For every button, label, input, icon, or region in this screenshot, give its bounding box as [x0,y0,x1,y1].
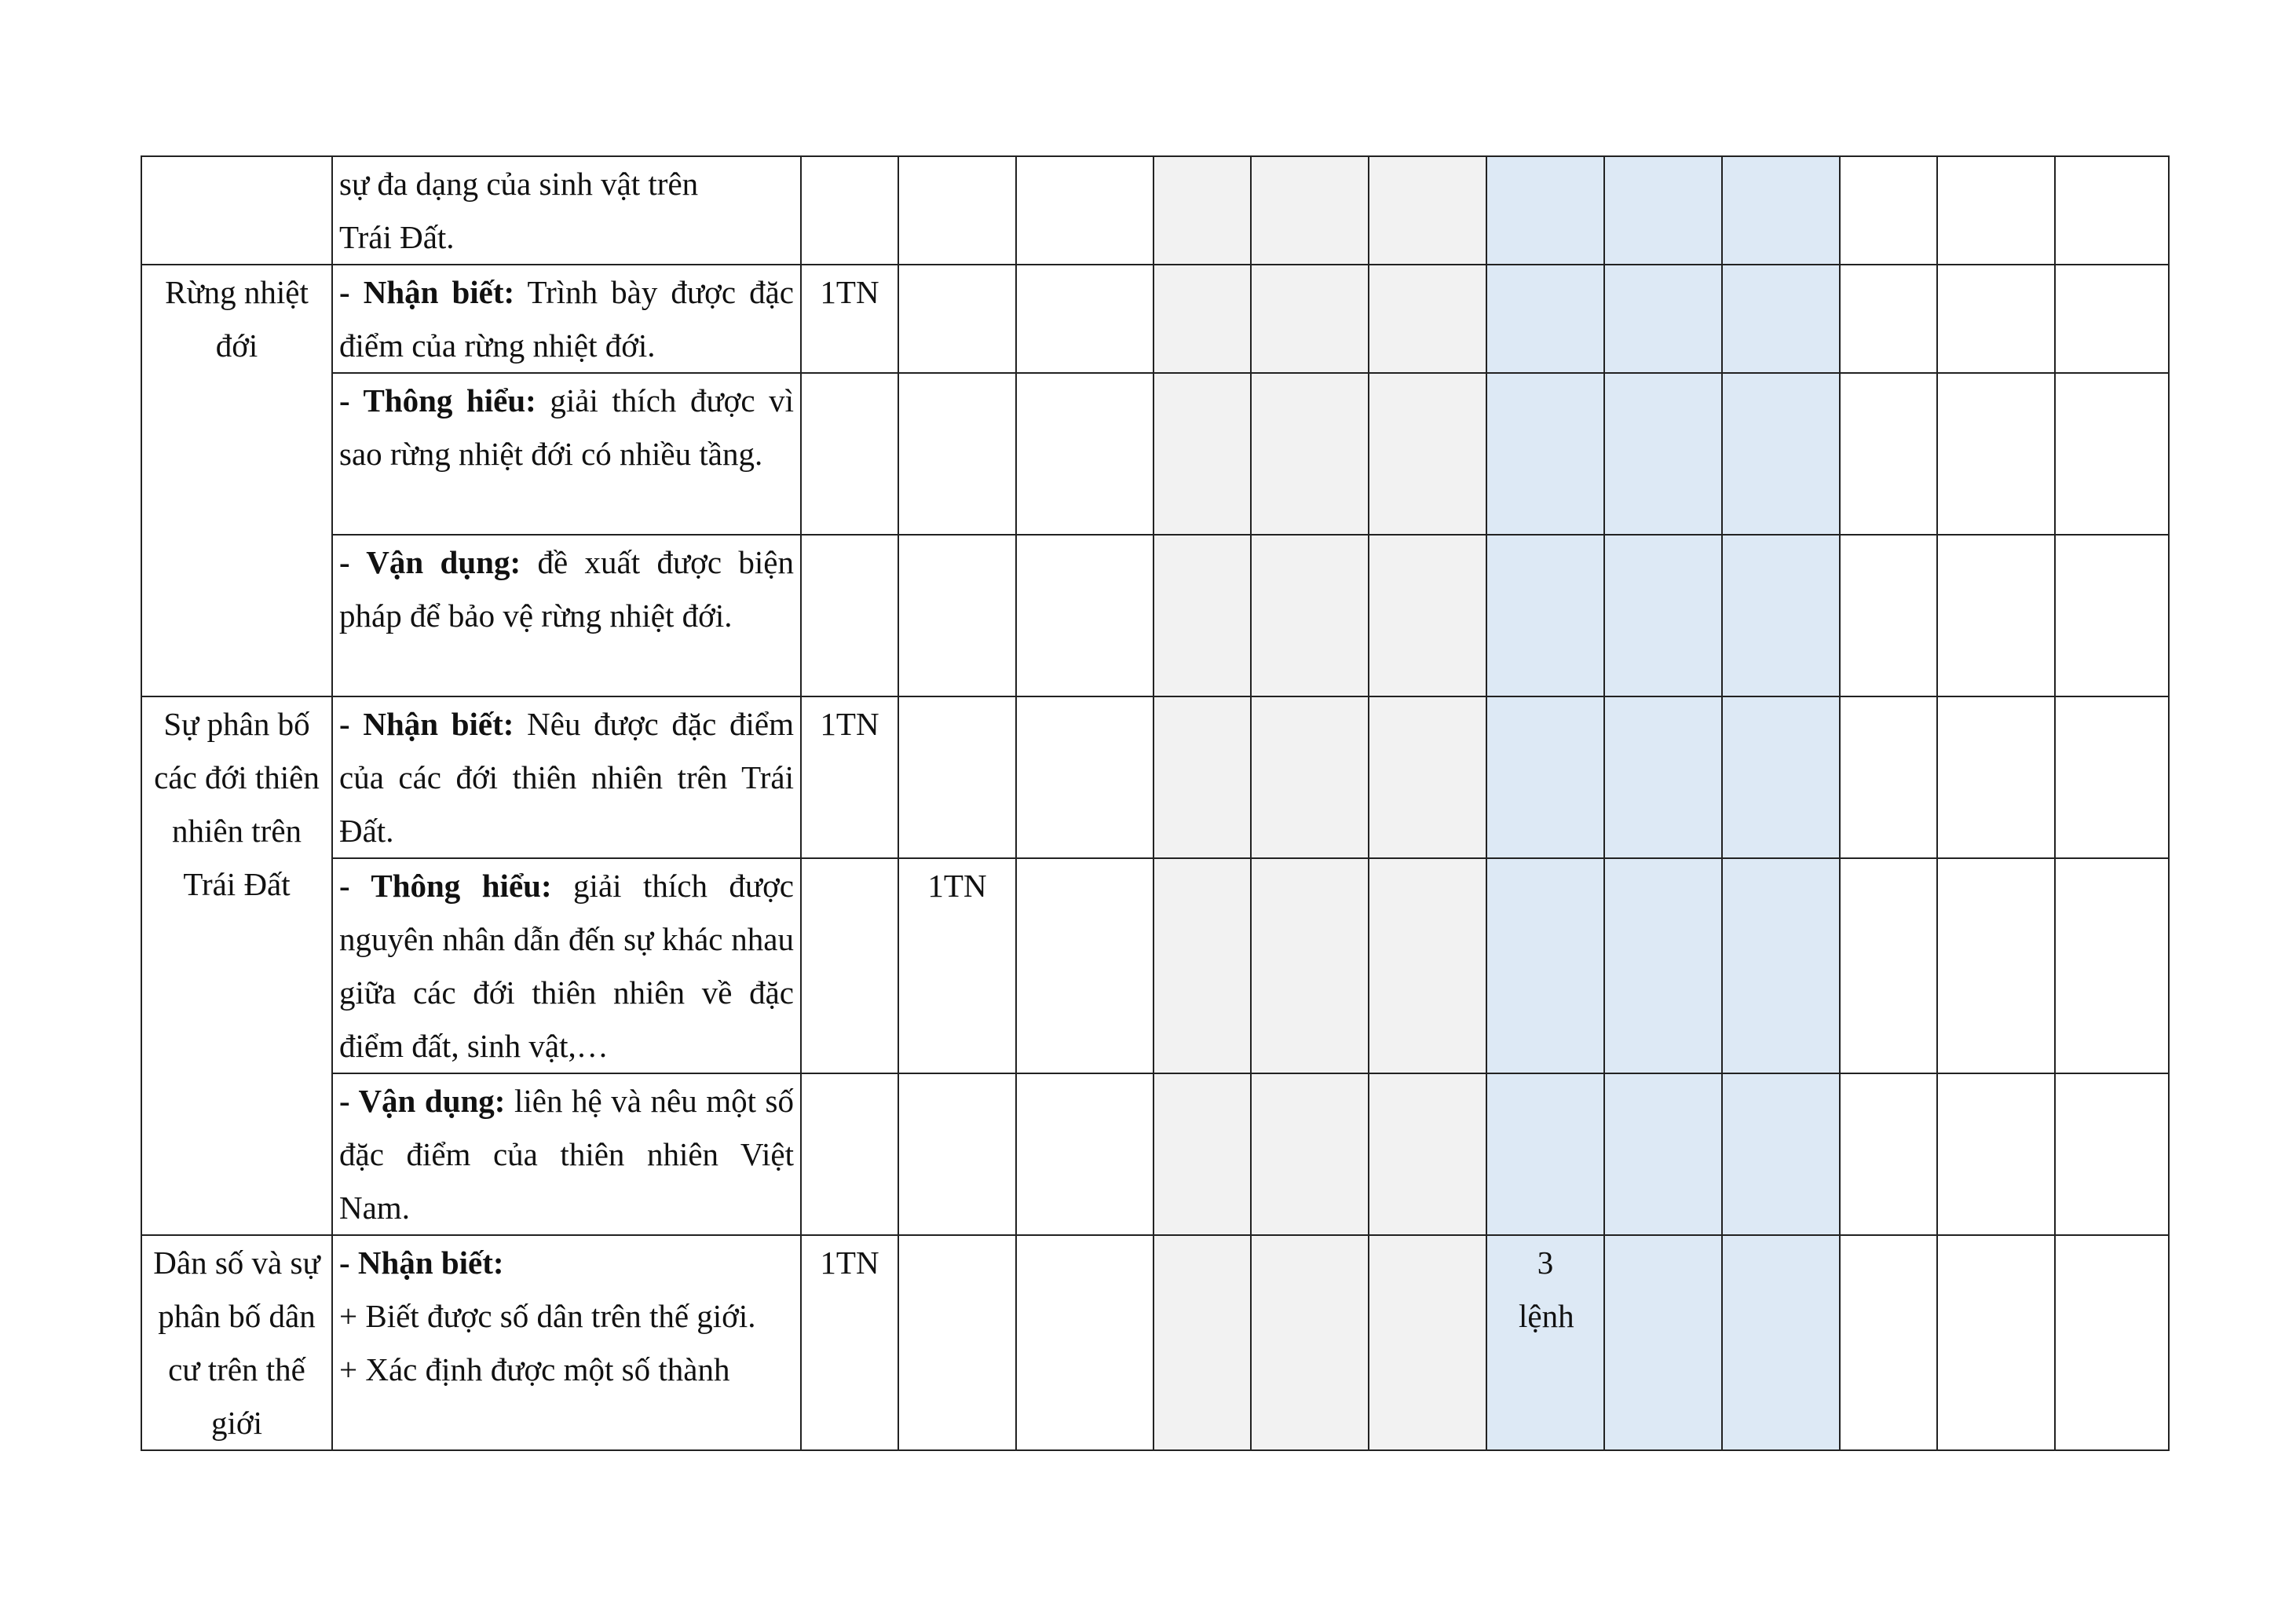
mark-cell [801,156,898,265]
mark-cell [1840,156,1937,265]
mark-cell [2055,858,2169,1073]
mark-cell: 3 lệnh [1486,1235,1604,1450]
mark-cell [1369,265,1486,373]
mark-cell [1369,156,1486,265]
mark-cell [1840,1235,1937,1450]
mark-cell [1251,696,1369,858]
topic-cell [141,156,332,265]
desc-line: Trái Đất. [339,219,455,255]
topic-cell: Dân số và sự phân bố dân cư trên thế giới [141,1235,332,1450]
table-row [141,1235,2169,1450]
description-cell [332,156,801,265]
mark-cell [898,1073,1016,1235]
mark-cell [2055,1073,2169,1235]
mark-cell [1722,1073,1840,1235]
mark-cell [1840,696,1937,858]
mark-cell [1722,535,1840,696]
table-row [141,373,2169,535]
level-text: + Xác định được một số thành [339,1351,730,1387]
table-row [141,156,2169,265]
mark-cell [1722,373,1840,535]
mark-cell [1153,858,1251,1073]
level-label: - Vận dụng: [339,544,521,580]
level-text: Trình bày được đặc điểm của rừng nhiệt đới. [339,274,794,364]
level-label: - Thông hiểu: [339,382,536,419]
mark-cell [1486,373,1604,535]
mark-cell [1840,1073,1937,1235]
mark-cell [1153,373,1251,535]
mark-cell [1369,1073,1486,1235]
mark-cell [1486,1073,1604,1235]
mark-cell [1840,373,1937,535]
mark-cell [2055,265,2169,373]
desc-line: sự đa dạng của sinh vật trên [339,166,699,202]
mark-cell [1486,535,1604,696]
mark-cell [1369,1235,1486,1450]
level-text: giải thích được vì sao rừng nhiệt đới có nhiều tầng. [339,382,794,472]
mark-cell [1486,696,1604,858]
mark-cell [1153,1235,1251,1450]
mark-cell [1016,696,1153,858]
mark-cell [2055,535,2169,696]
description-cell [332,1073,801,1235]
mark-cell [801,858,898,1073]
mark-cell [898,1235,1016,1450]
description-cell [332,858,801,1073]
level-label: - Vận dụng: [339,1083,506,1119]
mark-cell [1486,156,1604,265]
mark-cell [1251,265,1369,373]
mark-cell [1937,858,2055,1073]
topic-cell: Sự phân bố các đới thiên nhiên trên Trái Đất [141,696,332,1235]
mark-cell [1840,535,1937,696]
mark-cell [1722,156,1840,265]
mark-cell [1369,535,1486,696]
mark-cell [1251,373,1369,535]
mark-cell [1251,535,1369,696]
mark-cell [1604,535,1722,696]
mark-cell [1153,265,1251,373]
table-row [141,265,2169,373]
mark-cell [1251,858,1369,1073]
mark-cell [1016,1235,1153,1450]
mark-cell [898,265,1016,373]
assessment-matrix-table [141,155,2170,1451]
mark-cell [898,696,1016,858]
mark-cell [801,1073,898,1235]
mark-cell: 1TN [898,858,1016,1073]
mark-cell [898,156,1016,265]
mark-cell [1604,858,1722,1073]
mark-cell [1153,535,1251,696]
mark-cell [1937,265,2055,373]
level-label: - Nhận biết: [339,1245,504,1281]
mark-cell [1016,535,1153,696]
mark-cell [801,535,898,696]
level-label: - Thông hiểu: [339,868,552,904]
level-text: giải thích được nguyên nhân dẫn đến sự khác nhau giữa các đới thiên nhiên về đặc điểm đất, sinh vật,… [339,868,795,1064]
level-label: - Nhận biết: [339,274,515,310]
mark-cell [1604,156,1722,265]
mark-cell [1251,1073,1369,1235]
mark-cell [801,373,898,535]
mark-cell [1486,858,1604,1073]
mark-cell [1840,858,1937,1073]
table-row [141,696,2169,858]
description-cell [332,373,801,535]
table-row [141,1073,2169,1235]
mark-cell [1369,696,1486,858]
description-cell [332,535,801,696]
level-text: đề xuất được biện pháp để bảo vệ rừng nhiệt đới. [339,544,794,634]
table-row [141,858,2169,1073]
description-cell [332,696,801,858]
mark-cell [1153,156,1251,265]
mark-cell [1486,265,1604,373]
mark-cell [2055,1235,2169,1450]
mark-cell [1604,265,1722,373]
level-label: - Nhận biết: [339,706,514,742]
mark-cell [1369,858,1486,1073]
mark-cell [1937,1235,2055,1450]
mark-cell [1016,1073,1153,1235]
mark-cell [1604,696,1722,858]
mark-cell [2055,156,2169,265]
mark-cell [1153,696,1251,858]
mark-cell [2055,696,2169,858]
mark-cell [898,373,1016,535]
mark-cell [1604,373,1722,535]
mark-cell [1722,1235,1840,1450]
mark-cell: 1TN [801,1235,898,1450]
mark-cell [1604,1235,1722,1450]
table-row [141,535,2169,696]
mark-cell [1722,858,1840,1073]
mark-cell [898,535,1016,696]
topic-cell: Rừng nhiệt đới [141,265,332,696]
mark-cell [1604,1073,1722,1235]
mark-cell [1369,373,1486,535]
mark-cell [2055,373,2169,535]
mark-cell [1937,1073,2055,1235]
description-cell [332,1235,801,1450]
mark-cell [1722,696,1840,858]
mark-cell [1937,696,2055,858]
mark-cell [1937,156,2055,265]
description-cell [332,265,801,373]
mark-cell [1016,156,1153,265]
mark-cell [1937,535,2055,696]
level-text: liên hệ và nêu một số đặc điểm của thiên nhiên Việt Nam. [339,1083,795,1226]
mark-cell [1251,1235,1369,1450]
mark-cell [1153,1073,1251,1235]
mark-cell: 1TN [801,696,898,858]
mark-cell [1840,265,1937,373]
mark-cell [1722,265,1840,373]
mark-cell [1937,373,2055,535]
mark-cell: 1TN [801,265,898,373]
mark-cell [1016,858,1153,1073]
level-text: + Biết được số dân trên thế giới. [339,1298,756,1334]
mark-cell [1016,265,1153,373]
mark-cell [1251,156,1369,265]
mark-cell [1016,373,1153,535]
level-text: Nêu được đặc điểm của các đới thiên nhiên trên Trái Đất. [339,706,794,849]
